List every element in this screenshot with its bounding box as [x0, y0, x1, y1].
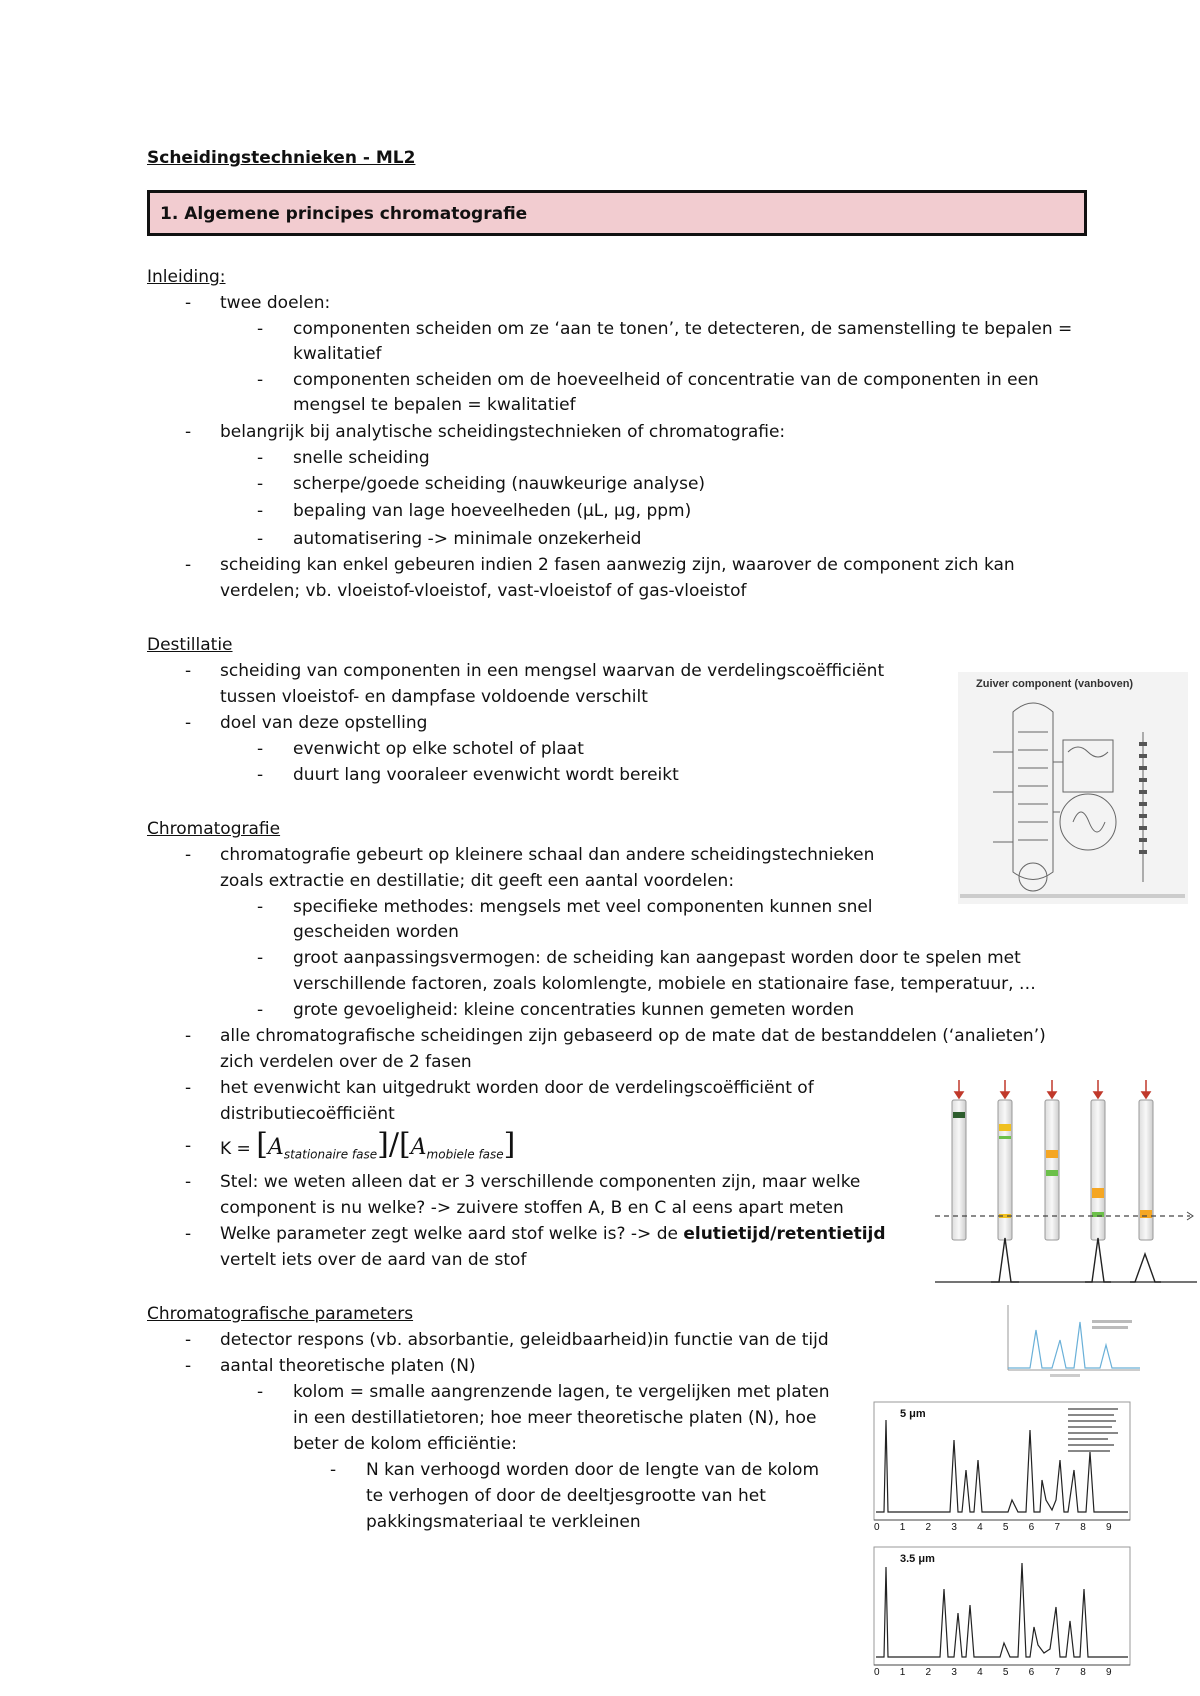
chapter-heading: 1. Algemene principes chromatografie	[160, 204, 528, 224]
x-tick-label: 9	[1106, 1667, 1112, 1678]
document-title: Scheidingstechnieken - ML2	[147, 148, 416, 168]
bullet-marker: -	[185, 713, 192, 733]
formula-a-stationary: A	[267, 1135, 284, 1160]
list-item: aantal theoretische platen (N)	[220, 1356, 476, 1376]
bullet-marker: -	[257, 897, 264, 917]
list-item: bepaling van lage hoeveelheden (μL, μg, ppm)	[293, 501, 692, 521]
x-tick-label: 4	[977, 1522, 983, 1533]
list-item-continuation: zoals extractie en destillatie; dit geeft een aantal voordelen:	[220, 871, 735, 891]
list-item: detector respons (vb. absorbantie, geleidbaarheid)in functie van de tijd	[220, 1330, 829, 1350]
emphasis-term: elutietijd/retentietijd	[683, 1224, 886, 1244]
x-tick-label: 5	[1002, 1522, 1009, 1533]
x-tick-label: 2	[925, 1667, 932, 1678]
x-tick-label: 8	[1080, 1522, 1086, 1533]
x-tick-label: 6	[1028, 1667, 1035, 1678]
x-tick-label: 8	[1080, 1667, 1086, 1678]
bullet-marker: -	[185, 1078, 192, 1098]
bullet-marker: -	[185, 422, 192, 442]
detector-response-drawing	[990, 1300, 1145, 1380]
list-item-continuation: component is nu welke? -> zuivere stoffen A, B en C al eens apart meten	[220, 1198, 844, 1218]
distribution-formula: $K = [A_{stationaire fase}]/[A_{mobiele fase}]$	[220, 1127, 516, 1162]
x-tick-label: 7	[1054, 1667, 1060, 1678]
list-item-continuation: distributiecoëfficiënt	[220, 1104, 395, 1124]
bullet-marker: -	[185, 1136, 192, 1156]
x-tick-label: 6	[1028, 1522, 1035, 1533]
distillation-column-drawing	[958, 672, 1188, 904]
list-item: automatisering -> minimale onzekerheid	[293, 529, 642, 549]
bullet-marker: -	[185, 1224, 192, 1244]
list-item: scheiding van componenten in een mengsel waarvan de verdelingscoëfficiënt	[220, 661, 885, 681]
bullet-marker: -	[257, 739, 264, 759]
list-item-continuation: kwalitatief	[293, 344, 382, 364]
x-tick-label: 2	[925, 1522, 932, 1533]
detector-response-graph	[990, 1300, 1145, 1380]
formula-k: K =	[220, 1139, 257, 1159]
distillation-column-figure	[958, 672, 1188, 904]
list-item-continuation: gescheiden worden	[293, 922, 459, 942]
x-tick-label: 0	[874, 1522, 880, 1533]
list-item: chromatografie gebeurt op kleinere schaal dan andere scheidingstechnieken	[220, 845, 875, 865]
bullet-marker: -	[257, 501, 264, 521]
list-item: duurt lang vooraleer evenwicht wordt bereikt	[293, 765, 679, 785]
chromatogram-3-5um-drawing	[870, 1545, 1135, 1683]
x-tick-label: 3	[951, 1667, 957, 1678]
formula-sub-stationary: stationaire fase	[283, 1147, 378, 1162]
chromatogram-5um	[870, 1400, 1135, 1538]
bullet-marker: -	[185, 1356, 192, 1376]
bullet-marker: -	[330, 1460, 337, 1480]
x-axis-ticks	[870, 1522, 1135, 1536]
bullet-marker: -	[257, 1000, 264, 1020]
list-item: grote gevoeligheid: kleine concentraties kunnen gemeten worden	[293, 1000, 855, 1020]
bullet-marker: -	[185, 293, 192, 313]
chromatogram-label: 3.5 μm	[900, 1553, 935, 1565]
list-item-continuation: verschillende factoren, zoals kolomlengte, mobiele en stationaire fase, temperatuur, …	[293, 974, 1036, 994]
list-item: het evenwicht kan uitgedrukt worden door de verdelingscoëfficiënt of	[220, 1078, 814, 1098]
list-item-continuation: vertelt iets over de aard van de stof	[220, 1250, 527, 1270]
bullet-marker: -	[185, 661, 192, 681]
chapter-heading-box	[147, 190, 1087, 236]
list-item: kolom = smalle aangrenzende lagen, te vergelijken met platen	[293, 1382, 830, 1402]
bullet-marker: -	[185, 1026, 192, 1046]
column-separation-figure	[935, 1078, 1200, 1288]
list-item: scheiding kan enkel gebeuren indien 2 fasen aanwezig zijn, waarover de component zich kan	[220, 555, 1015, 575]
formula-a-mobile: A	[410, 1135, 427, 1160]
bullet-marker: -	[185, 555, 192, 575]
list-item: alle chromatografische scheidingen zijn gebaseerd op de mate dat de bestanddelen (‘analieten’)	[220, 1026, 1046, 1046]
x-tick-label: 1	[899, 1522, 906, 1533]
x-tick-label: 3	[951, 1522, 957, 1533]
x-tick-label: 0	[874, 1667, 880, 1678]
x-tick-label: 5	[1002, 1667, 1009, 1678]
list-item-continuation: in een destillatietoren; hoe meer theoretische platen (N), hoe	[293, 1408, 817, 1428]
bullet-marker: -	[257, 948, 264, 968]
list-item-continuation: pakkingsmateriaal te verkleinen	[366, 1512, 641, 1532]
section-heading-destillatie: Destillatie	[147, 635, 233, 655]
list-item-continuation: zich verdelen over de 2 fasen	[220, 1052, 472, 1072]
section-heading-chromatografie: Chromatografie	[147, 819, 281, 839]
bullet-marker: -	[257, 765, 264, 785]
formula-sub-mobile: mobiele fase	[426, 1147, 504, 1162]
x-axis-ticks	[870, 1667, 1135, 1681]
chromatogram-3-5um	[870, 1545, 1135, 1683]
chromatogram-label: 5 μm	[900, 1408, 926, 1420]
list-item-continuation: te verhogen of door de deeltjesgrootte van het	[366, 1486, 766, 1506]
bullet-marker: -	[257, 319, 264, 339]
list-item-continuation: verdelen; vb. vloeistof-vloeistof, vast-vloeistof of gas-vloeistof	[220, 581, 747, 601]
list-item: groot aanpassingsvermogen: de scheiding kan aangepast worden door te spelen met	[293, 948, 1021, 968]
column-separation-drawing	[935, 1078, 1200, 1288]
list-item: belangrijk bij analytische scheidingstechnieken of chromatografie:	[220, 422, 786, 442]
bullet-marker: -	[185, 1172, 192, 1192]
list-item-continuation: tussen vloeistof- en dampfase voldoende verschilt	[220, 687, 648, 707]
list-item-continuation: mengsel te bepalen = kwalitatief	[293, 395, 576, 415]
list-item: doel van deze opstelling	[220, 713, 428, 733]
bullet-marker: -	[257, 370, 264, 390]
bullet-marker: -	[257, 529, 264, 549]
x-tick-label: 1	[899, 1667, 906, 1678]
list-item: specifieke methodes: mengsels met veel componenten kunnen snel	[293, 897, 873, 917]
section-heading-inleiding: Inleiding:	[147, 267, 226, 287]
figure-title: Zuiver component (vanboven)	[976, 678, 1134, 690]
list-item: N kan verhoogd worden door de lengte van de kolom	[366, 1460, 820, 1480]
list-item: componenten scheiden om de hoeveelheid of concentratie van de componenten in een	[293, 370, 1039, 390]
x-tick-label: 7	[1054, 1522, 1060, 1533]
list-item	[220, 1224, 886, 1244]
bullet-marker: -	[257, 448, 264, 468]
list-item-text: Welke parameter zegt welke aard stof welke is? -> de	[220, 1224, 684, 1244]
list-item: evenwicht op elke schotel of plaat	[293, 739, 584, 759]
chromatogram-5um-drawing	[870, 1400, 1135, 1538]
list-item: Stel: we weten alleen dat er 3 verschillende componenten zijn, maar welke	[220, 1172, 861, 1192]
list-item: twee doelen:	[220, 293, 331, 313]
list-item: snelle scheiding	[293, 448, 430, 468]
x-tick-label: 9	[1106, 1522, 1112, 1533]
list-item-continuation: beter de kolom efficiëntie:	[293, 1434, 517, 1454]
bullet-marker: -	[185, 845, 192, 865]
bullet-marker: -	[257, 474, 264, 494]
list-item: componenten scheiden om ze ‘aan te tonen’, te detecteren, de samenstelling te bepalen =	[293, 319, 1073, 339]
bullet-marker: -	[185, 1330, 192, 1350]
x-tick-label: 4	[977, 1667, 983, 1678]
bullet-marker: -	[257, 1382, 264, 1402]
list-item: scherpe/goede scheiding (nauwkeurige analyse)	[293, 474, 706, 494]
section-heading-parameters: Chromatografische parameters	[147, 1304, 414, 1324]
